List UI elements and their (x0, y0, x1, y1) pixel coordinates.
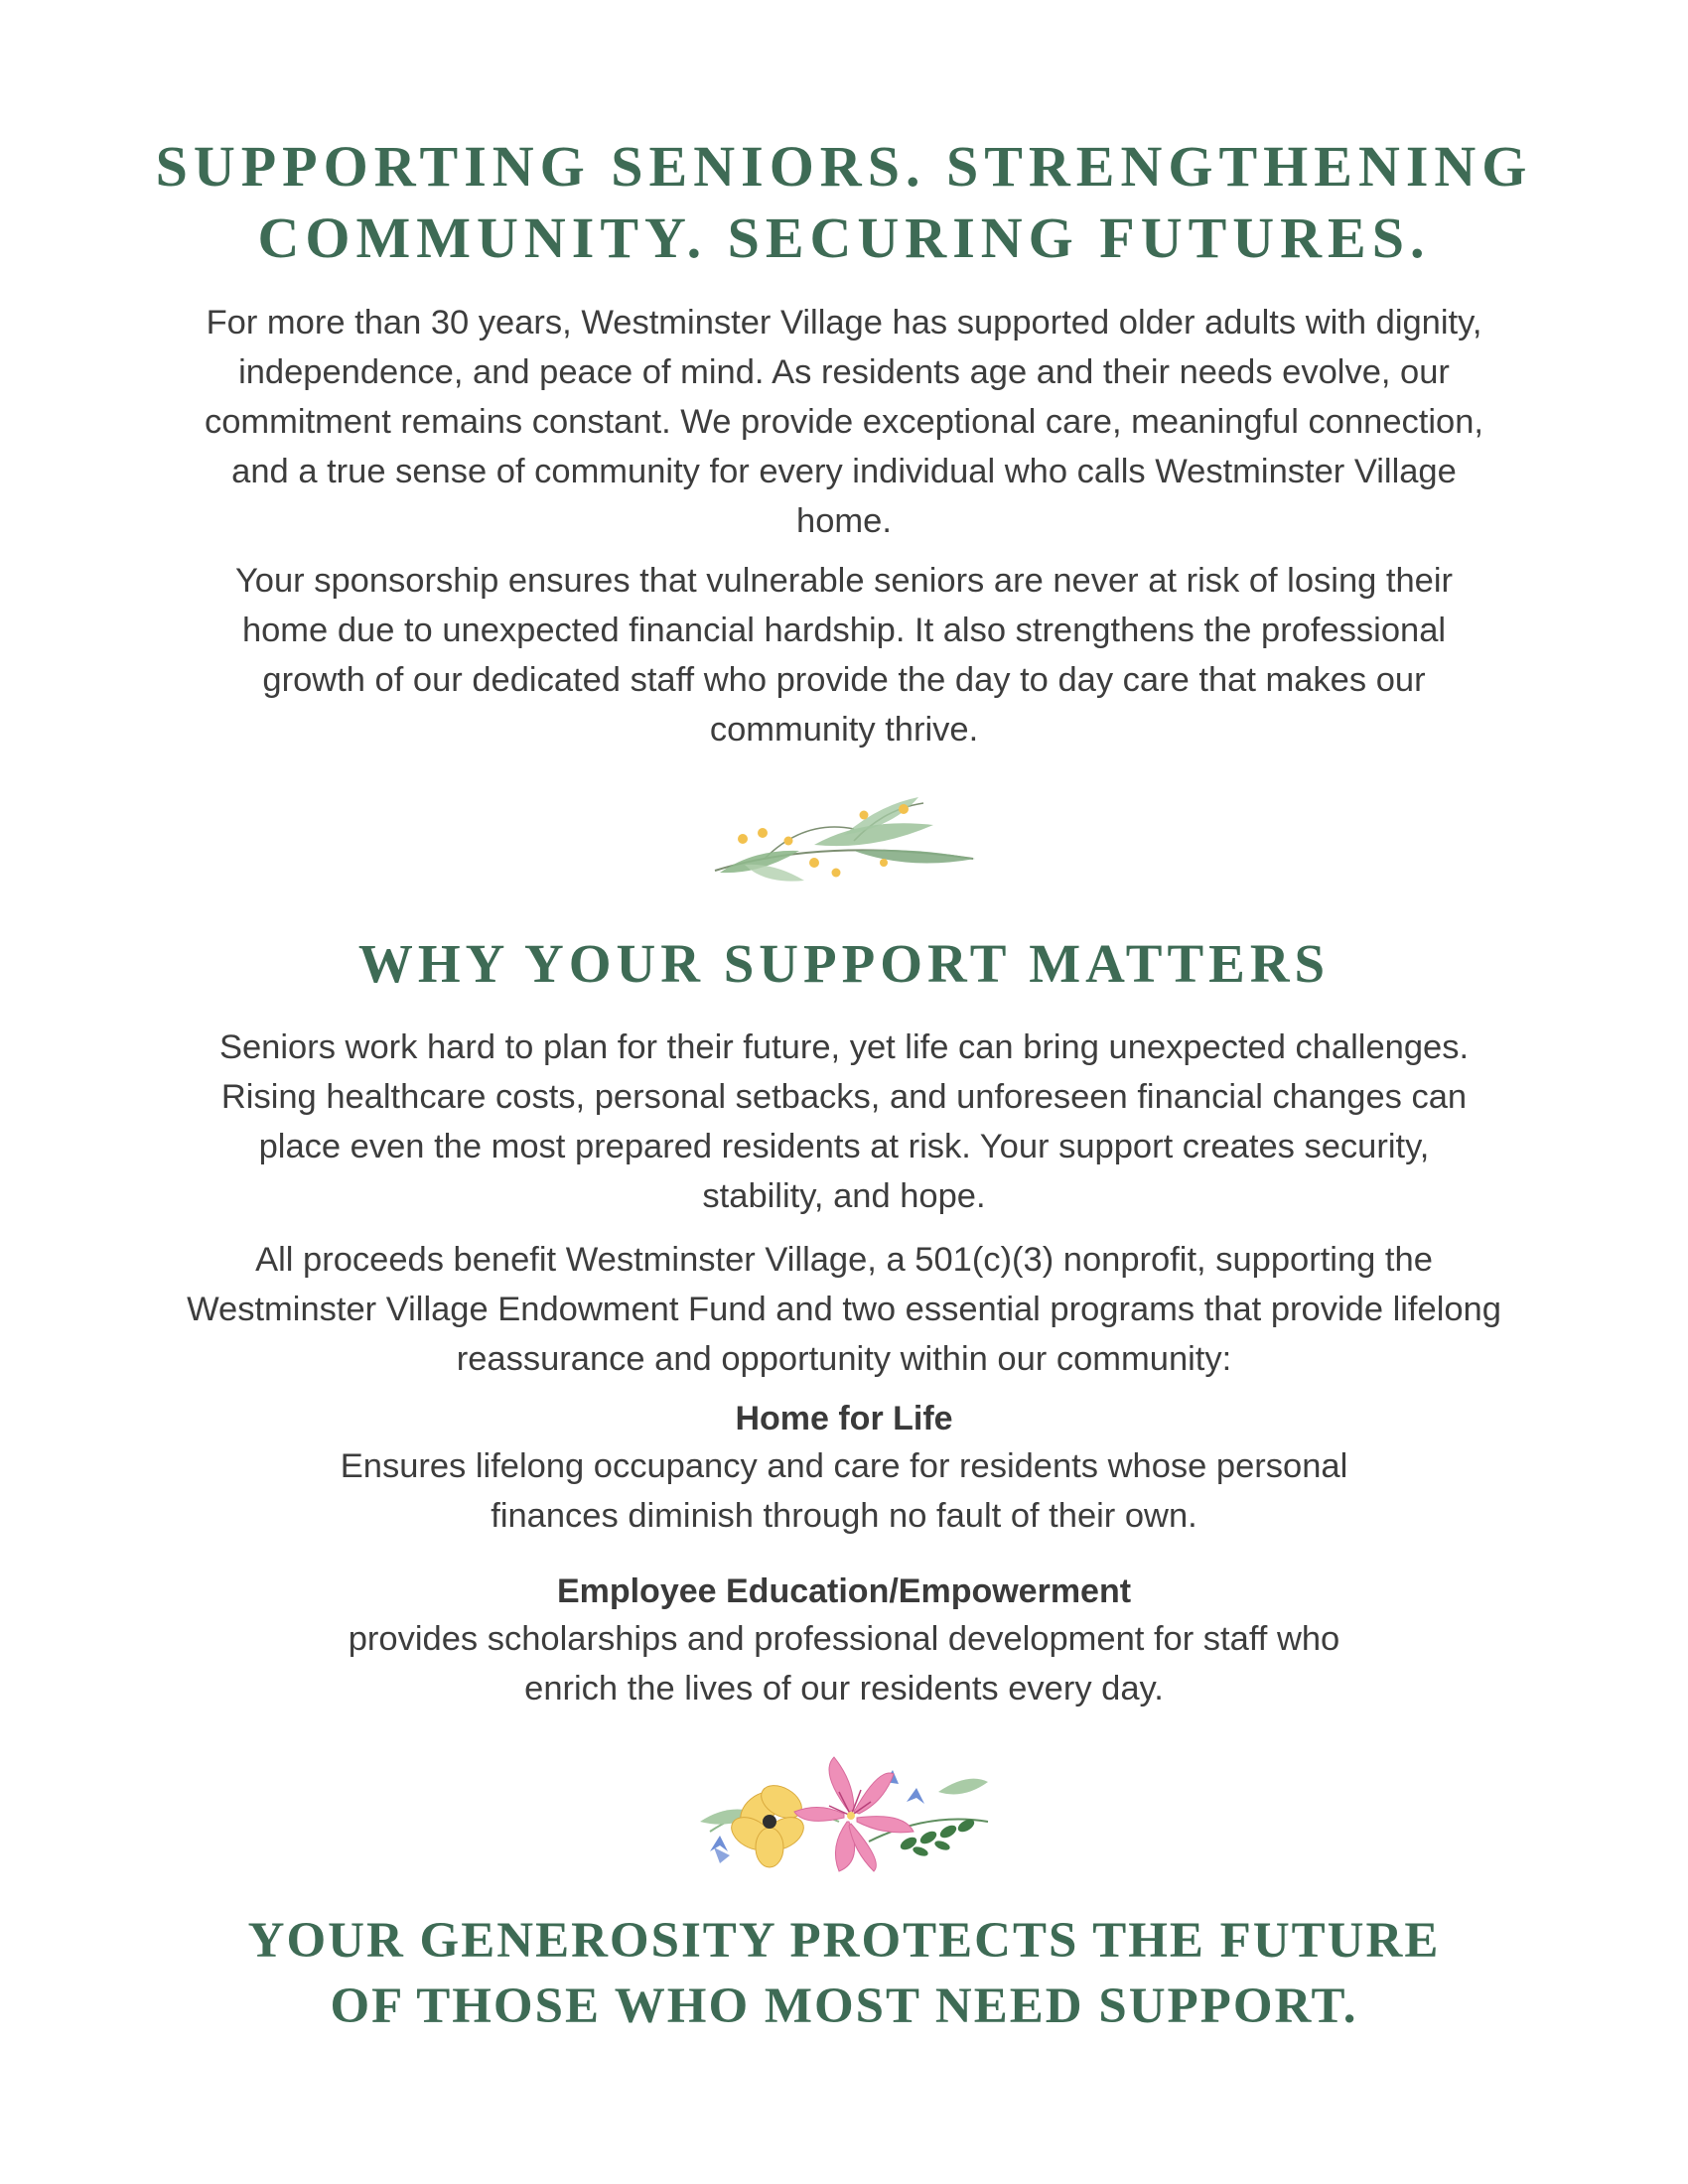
intro-paragraph-2: Your sponsorship ensures that vulnerable seniors are never at risk of losing their home due to unexpected financial hardship. It also strengthens the professional growth of our dedicated staff who provide the day to day care that makes our community thrive. (234, 562, 1454, 749)
why-paragraph-1: Seniors work hard to plan for their future, yet life can bring unexpected challenges. Rising healthcare costs, personal setbacks, and unforeseen financial changes can place even the most prepared residents at risk. Your support creates security, stability, and hope. (218, 1028, 1470, 1215)
page-title-line-1: SUPPORTING SENIORS. STRENGTHENING (155, 134, 1533, 199)
closing-title-line-1: YOUR GENEROSITY PROTECTS THE FUTURE (247, 1913, 1441, 1969)
closing-title (0, 1908, 1688, 2039)
page-title (0, 131, 1688, 274)
page-title-line-2: COMMUNITY. SECURING FUTURES. (257, 205, 1431, 270)
why-paragraph-2: All proceeds benefit Westminster Village, a 501(c)(3) nonprofit, supporting the Westminster Village Endowment Fund and two essential programs that provide lifelong reassurance and opportunity within our community: (187, 1241, 1501, 1378)
leaf-sprig-icon (705, 789, 983, 898)
why-title: WHY YOUR SUPPORT MATTERS (357, 933, 1331, 994)
program-title-employee-education: Employee Education/Empowerment (556, 1572, 1132, 1610)
program-title-home-for-life: Home for Life (735, 1400, 953, 1437)
flower-bouquet-icon (690, 1752, 998, 1881)
program-description-home-for-life: Ensures lifelong occupancy and care for residents whose personal finances diminish through no fault of their own. (340, 1447, 1348, 1535)
program-description-employee-education: provides scholarships and professional development for staff who enrich the lives of our residents every day. (348, 1620, 1340, 1707)
closing-title-line-2: OF THOSE WHO MOST NEED SUPPORT. (330, 1979, 1358, 2034)
intro-paragraph-1: For more than 30 years, Westminster Village has supported older adults with dignity, independence, and peace of mind. As residents age and their needs evolve, our commitment remains constant. We provide exceptional care, meaningful connection, and a true sense of community for every individual who calls Westminster Village home. (204, 304, 1483, 540)
